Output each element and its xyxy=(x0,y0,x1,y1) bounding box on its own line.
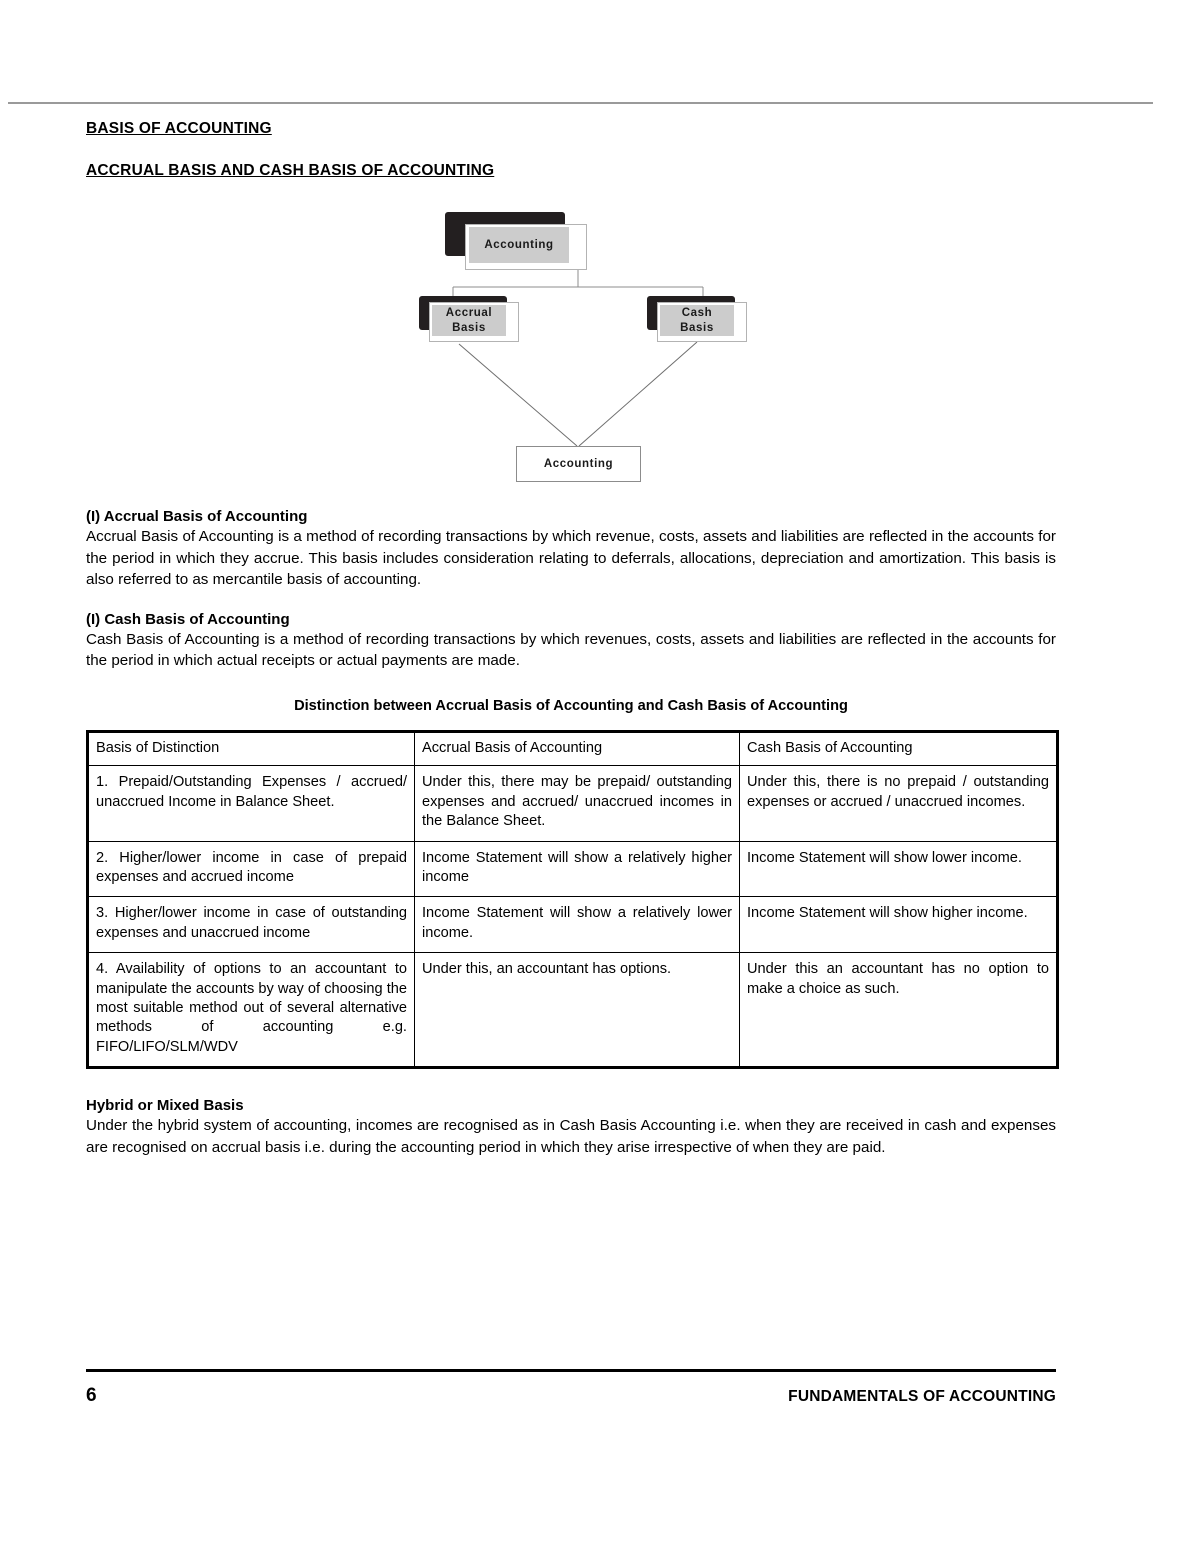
table-cell-basis: 2. Higher/lower income in case of prepaid expenses and accrued income xyxy=(88,841,415,897)
accrual-node-label-line1: Accrual xyxy=(445,307,493,320)
table-cell-basis: 1. Prepaid/Outstanding Expenses / accrued/ unaccrued Income in Balance Sheet. xyxy=(88,766,415,841)
table-cell-cash: Income Statement will show higher income. xyxy=(740,897,1058,953)
footer-rule xyxy=(86,1369,1056,1372)
table-row xyxy=(88,897,1058,953)
table-cell-cash: Under this, there is no prepaid / outstanding expenses or accrued / unaccrued incomes. xyxy=(740,766,1058,841)
document-subtitle-line xyxy=(86,162,1056,180)
table-cell-basis: 4. Availability of options to an accountant to manipulate the accounts by way of choosing the most suitable method out of several alternative methods of accounting e.g. FIFO/LIFO/SLM/WDV xyxy=(88,953,415,1068)
section-hybrid-heading: Hybrid or Mixed Basis xyxy=(86,1097,244,1115)
comparison-table xyxy=(86,730,1059,1069)
table-cell-accrual: Income Statement will show a relatively higher income xyxy=(415,841,740,897)
section-accrual-basis xyxy=(86,508,1056,591)
document-title-line xyxy=(86,120,1056,162)
table-cell-accrual: Income Statement will show a relatively lower income. xyxy=(415,897,740,953)
root-node-body xyxy=(469,227,569,263)
table-cell-accrual: Under this, an accountant has options. xyxy=(415,953,740,1068)
table-cell-cash: Income Statement will show lower income. xyxy=(740,841,1058,897)
section-hybrid-basis xyxy=(86,1097,1056,1158)
section-spacer xyxy=(86,591,1056,611)
cash-node-label-line2: Basis xyxy=(680,321,714,334)
table-header-basis: Basis of Distinction xyxy=(88,731,415,765)
section-cash-heading: (I) Cash Basis of Accounting xyxy=(86,610,290,628)
section-accrual-heading: (I) Accrual Basis of Accounting xyxy=(86,508,308,525)
page-subtitle: ACCRUAL BASIS AND CASH BASIS OF ACCOUNTING xyxy=(86,162,495,179)
table-header-row xyxy=(88,731,1058,765)
bottom-node-body xyxy=(516,446,641,482)
table-row xyxy=(88,766,1058,841)
cash-node-label-line1: Cash xyxy=(681,307,713,320)
table-cell-basis: 3. Higher/lower income in case of outstanding expenses and unaccrued income xyxy=(88,897,415,953)
table-header-cash: Cash Basis of Accounting xyxy=(740,731,1058,765)
page-number: 6 xyxy=(86,1385,97,1406)
section-cash-basis xyxy=(86,611,1056,672)
table-row xyxy=(88,841,1058,897)
accrual-node-label-line2: Basis xyxy=(452,321,486,334)
bottom-node-label: Accounting xyxy=(543,458,614,470)
table-header-accrual: Accrual Basis of Accounting xyxy=(415,731,740,765)
root-node-label: Accounting xyxy=(484,238,554,251)
cash-node-body xyxy=(660,305,734,336)
comparison-table-caption: Distinction between Accrual Basis of Accounting and Cash Basis of Accounting xyxy=(294,697,848,714)
section-cash-body: Cash Basis of Accounting is a method of recording transactions by which revenues, costs, assets and liabilities are reflected in the accounts for the period in which actual receipts or actual payments are made. xyxy=(86,630,1056,670)
accounting-basis-diagram xyxy=(86,208,1056,508)
footer-title: FUNDAMENTALS OF ACCOUNTING xyxy=(788,1388,1056,1405)
table-row xyxy=(88,953,1058,1068)
page-content xyxy=(86,120,1056,1158)
table-cell-accrual: Under this, there may be prepaid/ outstanding expenses and accrued/ unaccrued incomes in the Balance Sheet. xyxy=(415,766,740,841)
section-accrual-body: Accrual Basis of Accounting is a method of recording transactions by which revenue, costs, assets and liabilities are reflected in the accounts for the period in which they accrue. This basis includes consideration relating to deferrals, allocations, depreciation and amortization. This basis is also referred to as mercantile basis of accounting. xyxy=(86,528,1056,589)
header-rule xyxy=(8,102,1153,104)
page-footer xyxy=(86,1385,1056,1407)
page-title: BASIS OF ACCOUNTING xyxy=(86,120,272,137)
table-cell-cash: Under this an accountant has no option to make a choice as such. xyxy=(740,953,1058,1068)
accrual-node-body xyxy=(432,305,506,336)
section-hybrid-body: Under the hybrid system of accounting, incomes are recognised as in Cash Basis Accounting i.e. when they are received in cash and expenses are recognised on accrual basis i.e. during the accounting period in which they arise irrespective of when they are paid. xyxy=(86,1117,1056,1156)
